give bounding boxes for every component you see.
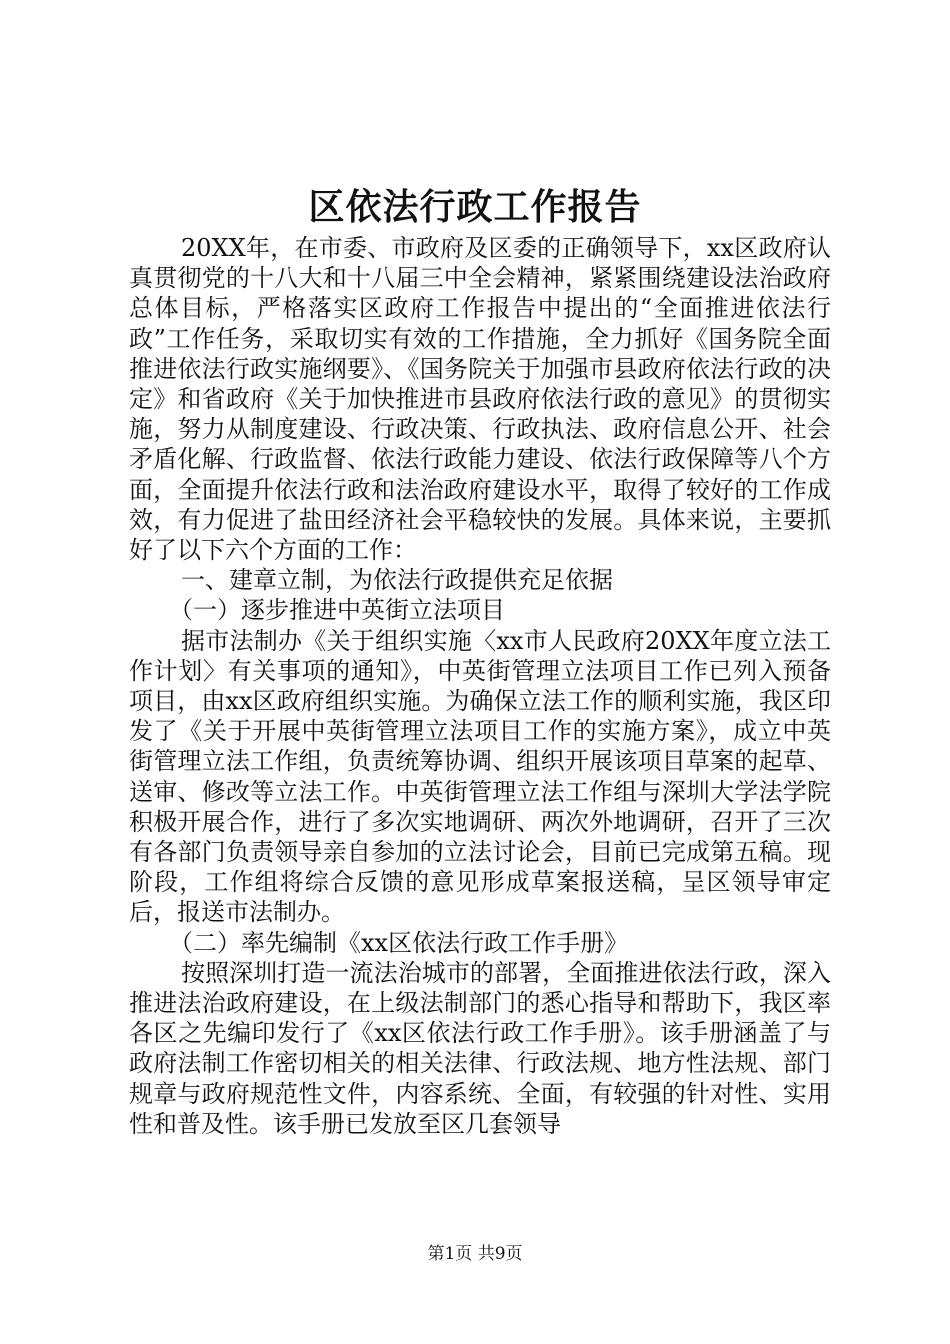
paragraph-handbook: 按照深圳打造一流法治城市的部署，全面推进依法行政，深入推进法治政府建设，在上级法制部门的悉心指导和帮助下，我区率各区之先编印发行了《xx区依法行政工作手册》。该手册涵盖了与政府法制工作密切相关的相关法律、行政法规、地方性法规、部门规章与政府规范性文件，内容系统、全面，有较强的针对性、实用性和普及性。该手册已发放至区几套领导 [129, 958, 831, 1138]
document-title: 区依法行政工作报告 [308, 186, 642, 228]
page-number-footer: 第1页 共9页 [427, 1244, 523, 1264]
document-body [129, 233, 831, 1139]
section-heading-1: 一、建章立制，为依法行政提供充足依据 [181, 566, 613, 595]
subsection-heading-1: （一）逐步推进中英街立法项目 [169, 596, 505, 625]
subsection-heading-2: （二）率先编制《xx区依法行政工作手册》 [169, 928, 629, 957]
paragraph-legislation: 据市法制办《关于组织实施〈xx市人民政府20XX年度立法工作计划〉有关事项的通知》，中英街管理立法项目工作已列入预备项目，由xx区政府组织实施。为确保立法工作的顺利实施，我区印发了《关于开展中英街管理立法项目工作的实施方案》，成立中英街管理立法工作组，负责统筹协调、组织开展该项目草案的起草、送审、修改等立法工作。中英街管理立法工作组与深圳大学法学院积极开展合作，进行了多次实地调研、两次外地调研，召开了三次有各部门负责领导亲自参加的立法讨论会，目前已完成第五稿。现阶段，工作组将综合反馈的意见形成草案报送稿，呈区领导审定后，报送市法制办。 [129, 626, 831, 927]
paragraph-intro: 20XX年，在市委、市政府及区委的正确领导下，xx区政府认真贯彻党的十八大和十八届三中全会精神，紧紧围绕建设法治政府总体目标，严格落实区政府工作报告中提出的“全面推进依法行政”工作任务，采取切实有效的工作措施，全力抓好《国务院全面推进依法行政实施纲要》、《国务院关于加强市县政府依法行政的决定》和省政府《关于加快推进市县政府依法行政的意见》的贯彻实施，努力从制度建设、行政决策、行政执法、政府信息公开、社会矛盾化解、行政监督、依法行政能力建设、依法行政保障等八个方面，全面提升依法行政和法治政府建设水平，取得了较好的工作成效，有力促进了盐田经济社会平稳较快的发展。具体来说，主要抓好了以下六个方面的工作： [129, 234, 831, 565]
